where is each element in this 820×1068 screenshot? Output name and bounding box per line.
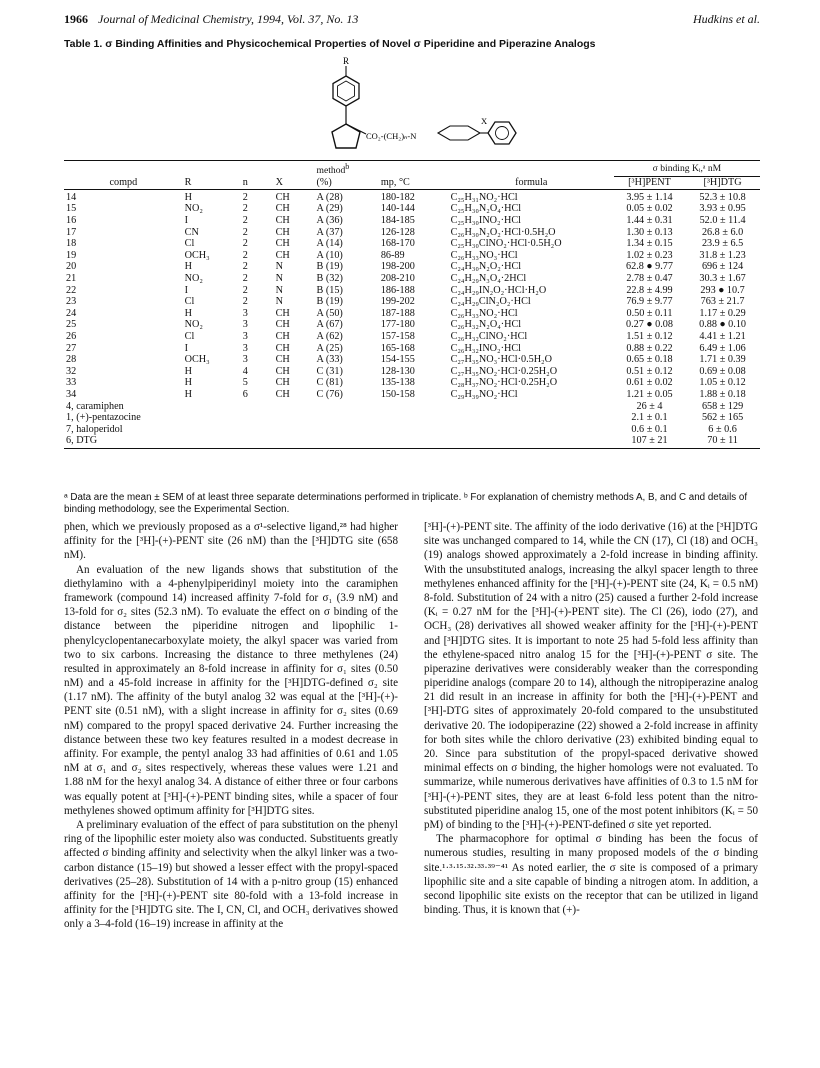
cell-x: CH — [275, 331, 290, 342]
table-row — [64, 296, 760, 308]
cell-compd: 18 — [66, 238, 77, 250]
cell-mp: 198-200 — [380, 261, 415, 273]
cell-formula: C₂₅H₃₁NO₂·HCl — [450, 191, 518, 203]
running-header — [64, 12, 760, 28]
cell-x — [274, 424, 315, 436]
chemical-structure — [320, 56, 520, 166]
cell-mp: 186-188 — [380, 284, 415, 296]
cell-r: I — [184, 342, 189, 354]
cell-x: CH — [275, 377, 290, 389]
cell-pent-ki: 2.1 ± 0.1 — [631, 412, 668, 424]
cell-dtg-ki: 1.88 ± 0.18 — [699, 388, 746, 400]
cell-compd: 33 — [66, 377, 77, 389]
cell-method: C (81) — [316, 377, 343, 389]
cell-mp: 140-144 — [380, 203, 415, 215]
cell-mp — [379, 424, 449, 436]
cell-n: 2 — [242, 191, 248, 203]
cell-method: B (15) — [316, 284, 343, 296]
cell-method: A (10) — [316, 249, 343, 261]
structure-chain-label: CO₂-(CH₂)ₙ-N — [366, 131, 417, 141]
journal-citation: Journal of Medicinal Chemistry, 1994, Vol. 37, No. 13 — [98, 12, 359, 26]
cell-method — [315, 424, 379, 436]
cell-compd: 26 — [66, 331, 77, 342]
cell-pent-ki: 1.34 ± 0.15 — [626, 238, 673, 250]
table-row — [64, 366, 760, 378]
cell-x — [274, 435, 315, 448]
cell-compd: 1, (+)-pentazocine — [66, 412, 141, 424]
col-n: n — [241, 177, 274, 190]
cell-method — [315, 435, 379, 448]
structure-x-label: X — [481, 116, 488, 126]
paragraph: phen, which we previously proposed as a σ¹-selective ligand,²⁸ had higher affinity for the [³H]-(+)-PENT site (26 nM) than the [³H]DTG site (658 nM). — [64, 521, 398, 562]
cell-x: CH — [275, 215, 290, 227]
cell-r: NO₂ — [184, 319, 203, 331]
cell-mp: 184-185 — [380, 215, 415, 227]
running-authors: Hudkins et al. — [693, 12, 760, 26]
paragraph: [³H]-(+)-PENT site. The affinity of the iodo derivative (16) at the [³H]DTG site was unchanged compared to 14, while the CN (17), Cl (18) and OCH₃ (19) analogs showed approximately a 2-fold increase in binding affinity. With the unsubstituted analogs, increasing the alkyl spacer length to three methylenes enhanced affinity for the [³H]-(+)-PENT site (24, Kᵢ = 0.5 nM) 8-fold. Substitution of 24 with a nitro (25) caused a further 2-fold increase (Kᵢ = 0.27 nM for the [³H]-(+)-PENT site). The Cl (26), iodo (27), and OCH₃ (28) derivatives all showed weaker affinity for the [³H]-(+)-PENT and [³H]DTG sites. It is important to note 25 had 5-fold less affinity than the ethylene-spaced nitro analog 15 for the [³H]-(+)-PENT σ site. The piperazine derivatives were considerably weaker than the corresponding piperidine analogs (compare 20 to 14), although the nitropiperazine analog 21 did result in an increase in affinity for both the [³H]-(+)-PENT and [³H]-DTG sites of approximately 20-fold compared to the unsubstituted derivative 20. The iodopiperazine (22) showed a 2-fold increase in affinity for both sites while the chloro derivative (23) exhibited binding equal to 20. Since para substitution of the propyl-spaced derivative showed minimal effects on σ binding, the higher homologs were not evaluated. To summarize, while numerous derivatives have affinities of 0.3 to 1.5 nM for [³H]-(+)-PENT sites, they are at least 6-fold less potent than the nitro-substituted piperidine analog 15, one of the most potent inhibitors (Kᵢ = 50 pM) of binding to the [³H]-(+)-PENT-defined σ site yet reported. — [424, 521, 758, 831]
cell-r: H — [184, 191, 193, 203]
cell-compd: 16 — [66, 215, 77, 227]
cell-r: I — [184, 284, 189, 296]
cell-mp: 168-170 — [380, 238, 415, 250]
cell-dtg-ki: 0.69 ± 0.08 — [699, 365, 746, 377]
cell-r: H — [184, 388, 193, 400]
cell-method — [315, 401, 379, 413]
cell-pent-ki: 2.78 ± 0.47 — [626, 273, 673, 285]
table-row — [64, 189, 760, 203]
cell-dtg-ki: 763 ± 21.7 — [700, 296, 745, 308]
table-row — [64, 331, 760, 343]
cell-x: N — [275, 261, 283, 273]
cell-n: 2 — [242, 238, 248, 250]
cell-dtg-ki: 3.93 ± 0.95 — [699, 203, 746, 215]
cell-mp: 208-210 — [380, 273, 415, 285]
cell-r — [183, 412, 241, 424]
cell-compd: 7, haloperidol — [66, 423, 123, 435]
table-row — [64, 377, 760, 389]
cell-dtg-ki: 293 ● 10.7 — [700, 284, 745, 296]
table-row — [64, 424, 760, 436]
cell-mp: 154-155 — [380, 354, 415, 366]
cell-method: A (25) — [316, 342, 343, 354]
cell-formula: C₂₈H₃₇NO₂·HCl·0.25H₂O — [450, 377, 558, 389]
cell-pent-ki: 0.6 ± 0.1 — [631, 423, 668, 435]
cell-formula: C₂₅H₃₀N₂O₄·HCl — [450, 203, 522, 215]
cell-r — [183, 435, 241, 448]
cell-n: 2 — [242, 203, 248, 215]
cell-method: A (36) — [316, 215, 343, 227]
table-row — [64, 319, 760, 331]
cell-mp: 150-158 — [380, 388, 415, 400]
cell-n: 2 — [242, 273, 248, 285]
cell-n: 3 — [242, 342, 248, 354]
table-row — [64, 238, 760, 250]
table-row — [64, 412, 760, 424]
cell-pent-ki: 0.50 ± 0.11 — [626, 307, 673, 319]
cell-mp — [379, 401, 449, 413]
cell-compd: 15 — [66, 203, 77, 215]
cell-formula: C₂₇H₃₅NO₂·HCl·0.25H₂O — [450, 365, 558, 377]
cell-dtg-ki: 1.71 ± 0.39 — [699, 354, 746, 366]
cell-compd: 22 — [66, 284, 77, 296]
cell-n — [241, 401, 274, 413]
cell-pent-ki: 22.8 ± 4.99 — [626, 284, 673, 296]
col-formula: formula — [449, 177, 614, 190]
cell-mp — [379, 412, 449, 424]
cell-x: CH — [275, 365, 290, 377]
cell-r: NO₂ — [184, 203, 203, 215]
cell-mp: 128-130 — [380, 365, 415, 377]
structure-r-label: R — [343, 56, 350, 66]
table-row — [64, 250, 760, 262]
cell-n: 2 — [242, 226, 248, 238]
cell-n: 2 — [242, 215, 248, 227]
cell-method — [315, 412, 379, 424]
cell-n: 2 — [242, 249, 248, 261]
col-dtg: [³H]DTG — [685, 177, 760, 190]
cell-dtg-ki: 658 ± 129 — [701, 400, 744, 412]
col-r: R — [183, 177, 241, 190]
cell-method: A (37) — [316, 226, 343, 238]
cell-x: CH — [275, 249, 290, 261]
cell-mp: 157-158 — [380, 331, 415, 342]
col-pent: [³H]PENT — [614, 177, 685, 190]
cell-formula: C₂₆H₃₂INO₂·HCl — [450, 342, 521, 354]
cell-pent-ki: 26 ± 4 — [636, 400, 663, 412]
col-compd: compd — [64, 177, 183, 190]
cell-r: Cl — [184, 296, 195, 308]
cell-compd: 34 — [66, 388, 77, 400]
cell-x — [274, 401, 315, 413]
cell-x: N — [275, 296, 283, 308]
table-row — [64, 308, 760, 320]
method-header: method$^b$ — [316, 162, 350, 177]
cell-pent-ki: 1.30 ± 0.13 — [626, 226, 673, 238]
cell-formula: C₂₆H₃₀N₂O₂·HCl·0.5H₂O — [450, 226, 556, 238]
body-column-right — [424, 520, 758, 917]
cell-formula: C₂₅H₃₀INO₂·HCl — [450, 215, 521, 227]
paragraph: An evaluation of the new ligands shows that substitution of the diethylamino with a 4-phenylpiperidinyl moiety into the caramiphen framework (compound 14) increased affinity 7-fold for σ₁ (3.9 nM) and 13-fold for σ₂ sites (52.3 nM). To evaluate the effect on σ binding of the distance between the piperidine nitrogen and lipophilic 1-phenylcyclopentanecarboxylate moiety, the alkyl spacer was varied from two to six carbons. Increasing the distance to three methylenes (24) resulted in approximately an 8-fold increase in affinity for σ₁ sites (0.50 nM) and a 45-fold increase in affinity for the [³H]DTG-defined σ₂ site (1.17 nM). The affinity of the butyl analog 32 was equal at the [³H]-(+)-PENT site (0.51 nM), with a slight increase in affinity for σ₂ sites (0.69 nM) compared to the propyl spaced derivative 24. Further increasing the distance between these two key features resulted in a modest decrease in affinity. For example, the pentyl analog 33 had affinities of 0.61 and 1.05 nM at σ₁ and σ₂ sites respectively, whereas these values were 1.21 and 1.88 nM for the hexyl analog 34. A distance of either three or four carbons was equally potent at [³H]-(+)-PENT binding sites, while a spacer of four methylenes showed optimum affinity for [³H]DTG sites. — [64, 563, 398, 817]
cell-formula: C₂₆H₃₃NO₃·HCl — [450, 249, 518, 261]
cell-x: CH — [275, 203, 290, 215]
cell-n: 2 — [242, 261, 248, 273]
table-row — [64, 354, 760, 366]
cell-dtg-ki: 6 ± 0.6 — [708, 423, 737, 435]
body-column-left — [64, 520, 398, 931]
cell-dtg-ki: 696 ± 124 — [701, 261, 744, 273]
cell-pent-ki: 1.44 ± 0.31 — [626, 215, 673, 227]
cell-method: B (19) — [316, 261, 343, 273]
cell-n — [241, 412, 274, 424]
cell-mp: 177-180 — [380, 319, 415, 331]
cell-compd: 20 — [66, 261, 77, 273]
cell-r: Cl — [184, 238, 195, 250]
sigma-binding-header: σ binding Kᵢ,ᵃ nM — [614, 161, 760, 177]
cell-r: Cl — [184, 331, 195, 342]
cell-pent-ki: 0.65 ± 0.18 — [626, 354, 673, 366]
cell-x: N — [275, 273, 283, 285]
cell-dtg-ki: 6.49 ± 1.06 — [699, 342, 746, 354]
cell-pent-ki: 62.8 ● 9.77 — [626, 261, 673, 273]
cell-method: C (31) — [316, 365, 343, 377]
cell-mp: 86-89 — [380, 249, 405, 261]
cell-dtg-ki: 562 ± 165 — [701, 412, 744, 424]
cell-r: OCH₃ — [184, 354, 210, 366]
cell-method: A (67) — [316, 319, 343, 331]
cell-pent-ki: 107 ± 21 — [614, 435, 685, 448]
cell-x: CH — [275, 238, 290, 250]
cell-compd: 24 — [66, 307, 77, 319]
cell-pent-ki: 0.51 ± 0.12 — [626, 365, 673, 377]
cell-compd: 19 — [66, 249, 77, 261]
cell-r — [183, 424, 241, 436]
cell-r: H — [184, 307, 193, 319]
cell-compd: 32 — [66, 365, 77, 377]
col-x: X — [274, 177, 315, 190]
cell-formula — [449, 424, 614, 436]
binding-table — [64, 160, 760, 449]
cell-formula — [449, 435, 614, 448]
cell-dtg-ki: 23.9 ± 6.5 — [701, 238, 744, 250]
cell-pent-ki: 1.21 ± 0.05 — [626, 388, 673, 400]
table-row — [64, 273, 760, 285]
cell-n — [241, 424, 274, 436]
table-body — [64, 189, 760, 448]
table-row — [64, 261, 760, 273]
cell-compd: 23 — [66, 296, 77, 308]
cell-n: 3 — [242, 307, 248, 319]
table-row — [64, 389, 760, 401]
cell-method: A (28) — [316, 191, 343, 203]
cell-x: CH — [275, 354, 290, 366]
page-number: 1966 — [64, 12, 88, 26]
cell-n: 4 — [242, 365, 248, 377]
cell-x: N — [275, 284, 283, 296]
cell-mp — [379, 435, 449, 448]
cell-dtg-ki: 31.8 ± 1.23 — [699, 249, 746, 261]
cell-r: H — [184, 261, 193, 273]
paragraph: The pharmacophore for optimal σ binding has been the focus of numerous studies, resulting in many proposed models of the σ binding site.¹·³·¹⁵·³²·³³·³⁹⁻⁴¹ As noted earlier, the σ site is composed of a primary lipophilic site and a site capable of binding a nitrogen atom. In addition, a second lipophilic site exists on the receptor that can be utilized in ligand binding. Thus, it is known that (+)- — [424, 833, 758, 917]
cell-x: CH — [275, 191, 290, 203]
cell-formula: C₂₄H₂₉ClN₂O₂·HCl — [450, 296, 531, 308]
cell-compd: 6, DTG — [64, 435, 183, 448]
cell-x: CH — [275, 319, 290, 331]
cell-n: 3 — [242, 331, 248, 342]
cell-method: A (29) — [316, 203, 343, 215]
cell-n: 3 — [242, 354, 248, 366]
cell-dtg-ki: 0.88 ● 0.10 — [699, 319, 747, 331]
table-row — [64, 435, 760, 448]
cell-mp: 135-138 — [380, 377, 415, 389]
table-row — [64, 401, 760, 413]
cell-mp: 126-128 — [380, 226, 415, 238]
cell-method: C (76) — [316, 388, 343, 400]
cell-n: 3 — [242, 319, 248, 331]
cell-r: OCH₃ — [184, 249, 210, 261]
cell-x — [274, 412, 315, 424]
cell-mp: 199-202 — [380, 296, 415, 308]
cell-compd: 4, caramiphen — [66, 400, 124, 412]
cell-compd: 25 — [66, 319, 77, 331]
cell-formula: C₂₄H₂₉IN₂O₂·HCl·H₂O — [450, 284, 547, 296]
cell-compd: 21 — [66, 273, 77, 285]
cell-method: B (32) — [316, 273, 343, 285]
cell-pent-ki: 0.27 ● 0.08 — [626, 319, 673, 331]
cell-pent-ki: 1.02 ± 0.23 — [626, 249, 673, 261]
cell-r — [183, 401, 241, 413]
cell-dtg-ki: 4.41 ± 1.21 — [699, 331, 746, 342]
cell-n: 2 — [242, 284, 248, 296]
cell-pent-ki: 0.88 ± 0.22 — [626, 342, 673, 354]
cell-pent-ki: 76.9 ± 9.77 — [626, 296, 673, 308]
cell-x: CH — [275, 226, 290, 238]
cell-dtg-ki: 52.3 ± 10.8 — [699, 191, 746, 203]
cell-dtg-ki: 30.3 ± 1.67 — [699, 273, 746, 285]
cell-mp: 180-182 — [380, 191, 415, 203]
cell-method: B (19) — [316, 296, 343, 308]
cell-formula: C₂₆H₃₂N₂O₄·HCl — [450, 319, 522, 331]
cell-formula: C₂₄H₃₀N₂O₂·HCl — [450, 261, 522, 273]
cell-compd: 17 — [66, 226, 77, 238]
cell-dtg-ki: 1.17 ± 0.29 — [699, 307, 746, 319]
cell-pent-ki: 3.95 ± 1.14 — [626, 191, 673, 203]
cell-r: I — [184, 215, 189, 227]
cell-pent-ki: 0.05 ± 0.02 — [626, 203, 673, 215]
cell-method: A (62) — [316, 331, 343, 342]
cell-method: A (50) — [316, 307, 343, 319]
cell-dtg-ki: 1.05 ± 0.12 — [699, 377, 746, 389]
cell-compd: 27 — [66, 342, 77, 354]
cell-n: 6 — [242, 388, 248, 400]
cell-x: CH — [275, 307, 290, 319]
cell-mp: 165-168 — [380, 342, 415, 354]
cell-formula: C₂₇H₃₅NO₃·HCl·0.5H₂O — [450, 354, 552, 366]
cell-compd: 14 — [66, 191, 77, 203]
table-row — [64, 343, 760, 355]
cell-compd: 28 — [66, 354, 77, 366]
cell-method: A (14) — [316, 238, 343, 250]
paragraph: A preliminary evaluation of the effect of para substitution on the phenyl ring of the lipophilic ester moiety also was conducted. Substituents greatly affected σ binding affinity and selectivity when the alkyl linker was a two-carbon distance (15–19) but showed a lesser effect with the propyl-spaced derivatives (25–28). Substitution of 14 with a p-nitro group (15) enhanced affinity for the [³H]-(+)-PENT site 80-fold with a 13-fold increase in affinity for the [³H]DTG site. The I, CN, Cl, and OCH₃ derivatives showed only a 3–4-fold (16–19) increase in affinity at the — [64, 818, 398, 931]
cell-formula: C₂₉H₃₉NO₂·HCl — [450, 388, 518, 400]
col-mp: mp, °C — [379, 177, 449, 190]
cell-formula — [449, 412, 614, 424]
cell-formula — [449, 401, 614, 413]
cell-dtg-ki: 26.8 ± 6.0 — [701, 226, 744, 238]
table-row — [64, 215, 760, 227]
cell-mp: 187-188 — [380, 307, 415, 319]
table-title: Table 1. σ Binding Affinities and Physicochemical Properties of Novel σ Piperidine and Piperazine Analogs — [64, 38, 596, 50]
col-pct: (%) — [315, 177, 379, 190]
cell-dtg-ki: 70 ± 11 — [685, 435, 760, 448]
cell-formula: C₂₆H₃₂ClNO₂·HCl — [450, 331, 528, 342]
cell-method: A (33) — [316, 354, 343, 366]
cell-dtg-ki: 52.0 ± 11.4 — [699, 215, 746, 227]
table-row — [64, 285, 760, 297]
cell-pent-ki: 0.61 ± 0.02 — [626, 377, 673, 389]
table-footnote: ᵃ Data are the mean ± SEM of at least three separate determinations performed in triplicate. ᵇ For explanation of chemistry methods A, B, and C and details of binding methodology, see the Experimental Section. — [64, 492, 748, 515]
cell-formula: C₂₆H₃₃NO₂·HCl — [450, 307, 518, 319]
cell-r: H — [184, 377, 193, 389]
cell-formula: C₂₄H₂₉N₃O₄·2HCl — [450, 273, 527, 285]
table-row — [64, 203, 760, 215]
cell-r: H — [184, 365, 193, 377]
cell-n: 5 — [242, 377, 248, 389]
cell-formula: C₂₅H₃₀ClNO₂·HCl·0.5H₂O — [450, 238, 562, 250]
cell-x: CH — [275, 388, 290, 400]
cell-pent-ki: 1.51 ± 0.12 — [626, 331, 673, 342]
table-row — [64, 227, 760, 239]
cell-r: NO₂ — [184, 273, 203, 285]
cell-x: CH — [275, 342, 290, 354]
cell-n: 2 — [242, 296, 248, 308]
cell-n — [241, 435, 274, 448]
cell-r: CN — [184, 226, 199, 238]
